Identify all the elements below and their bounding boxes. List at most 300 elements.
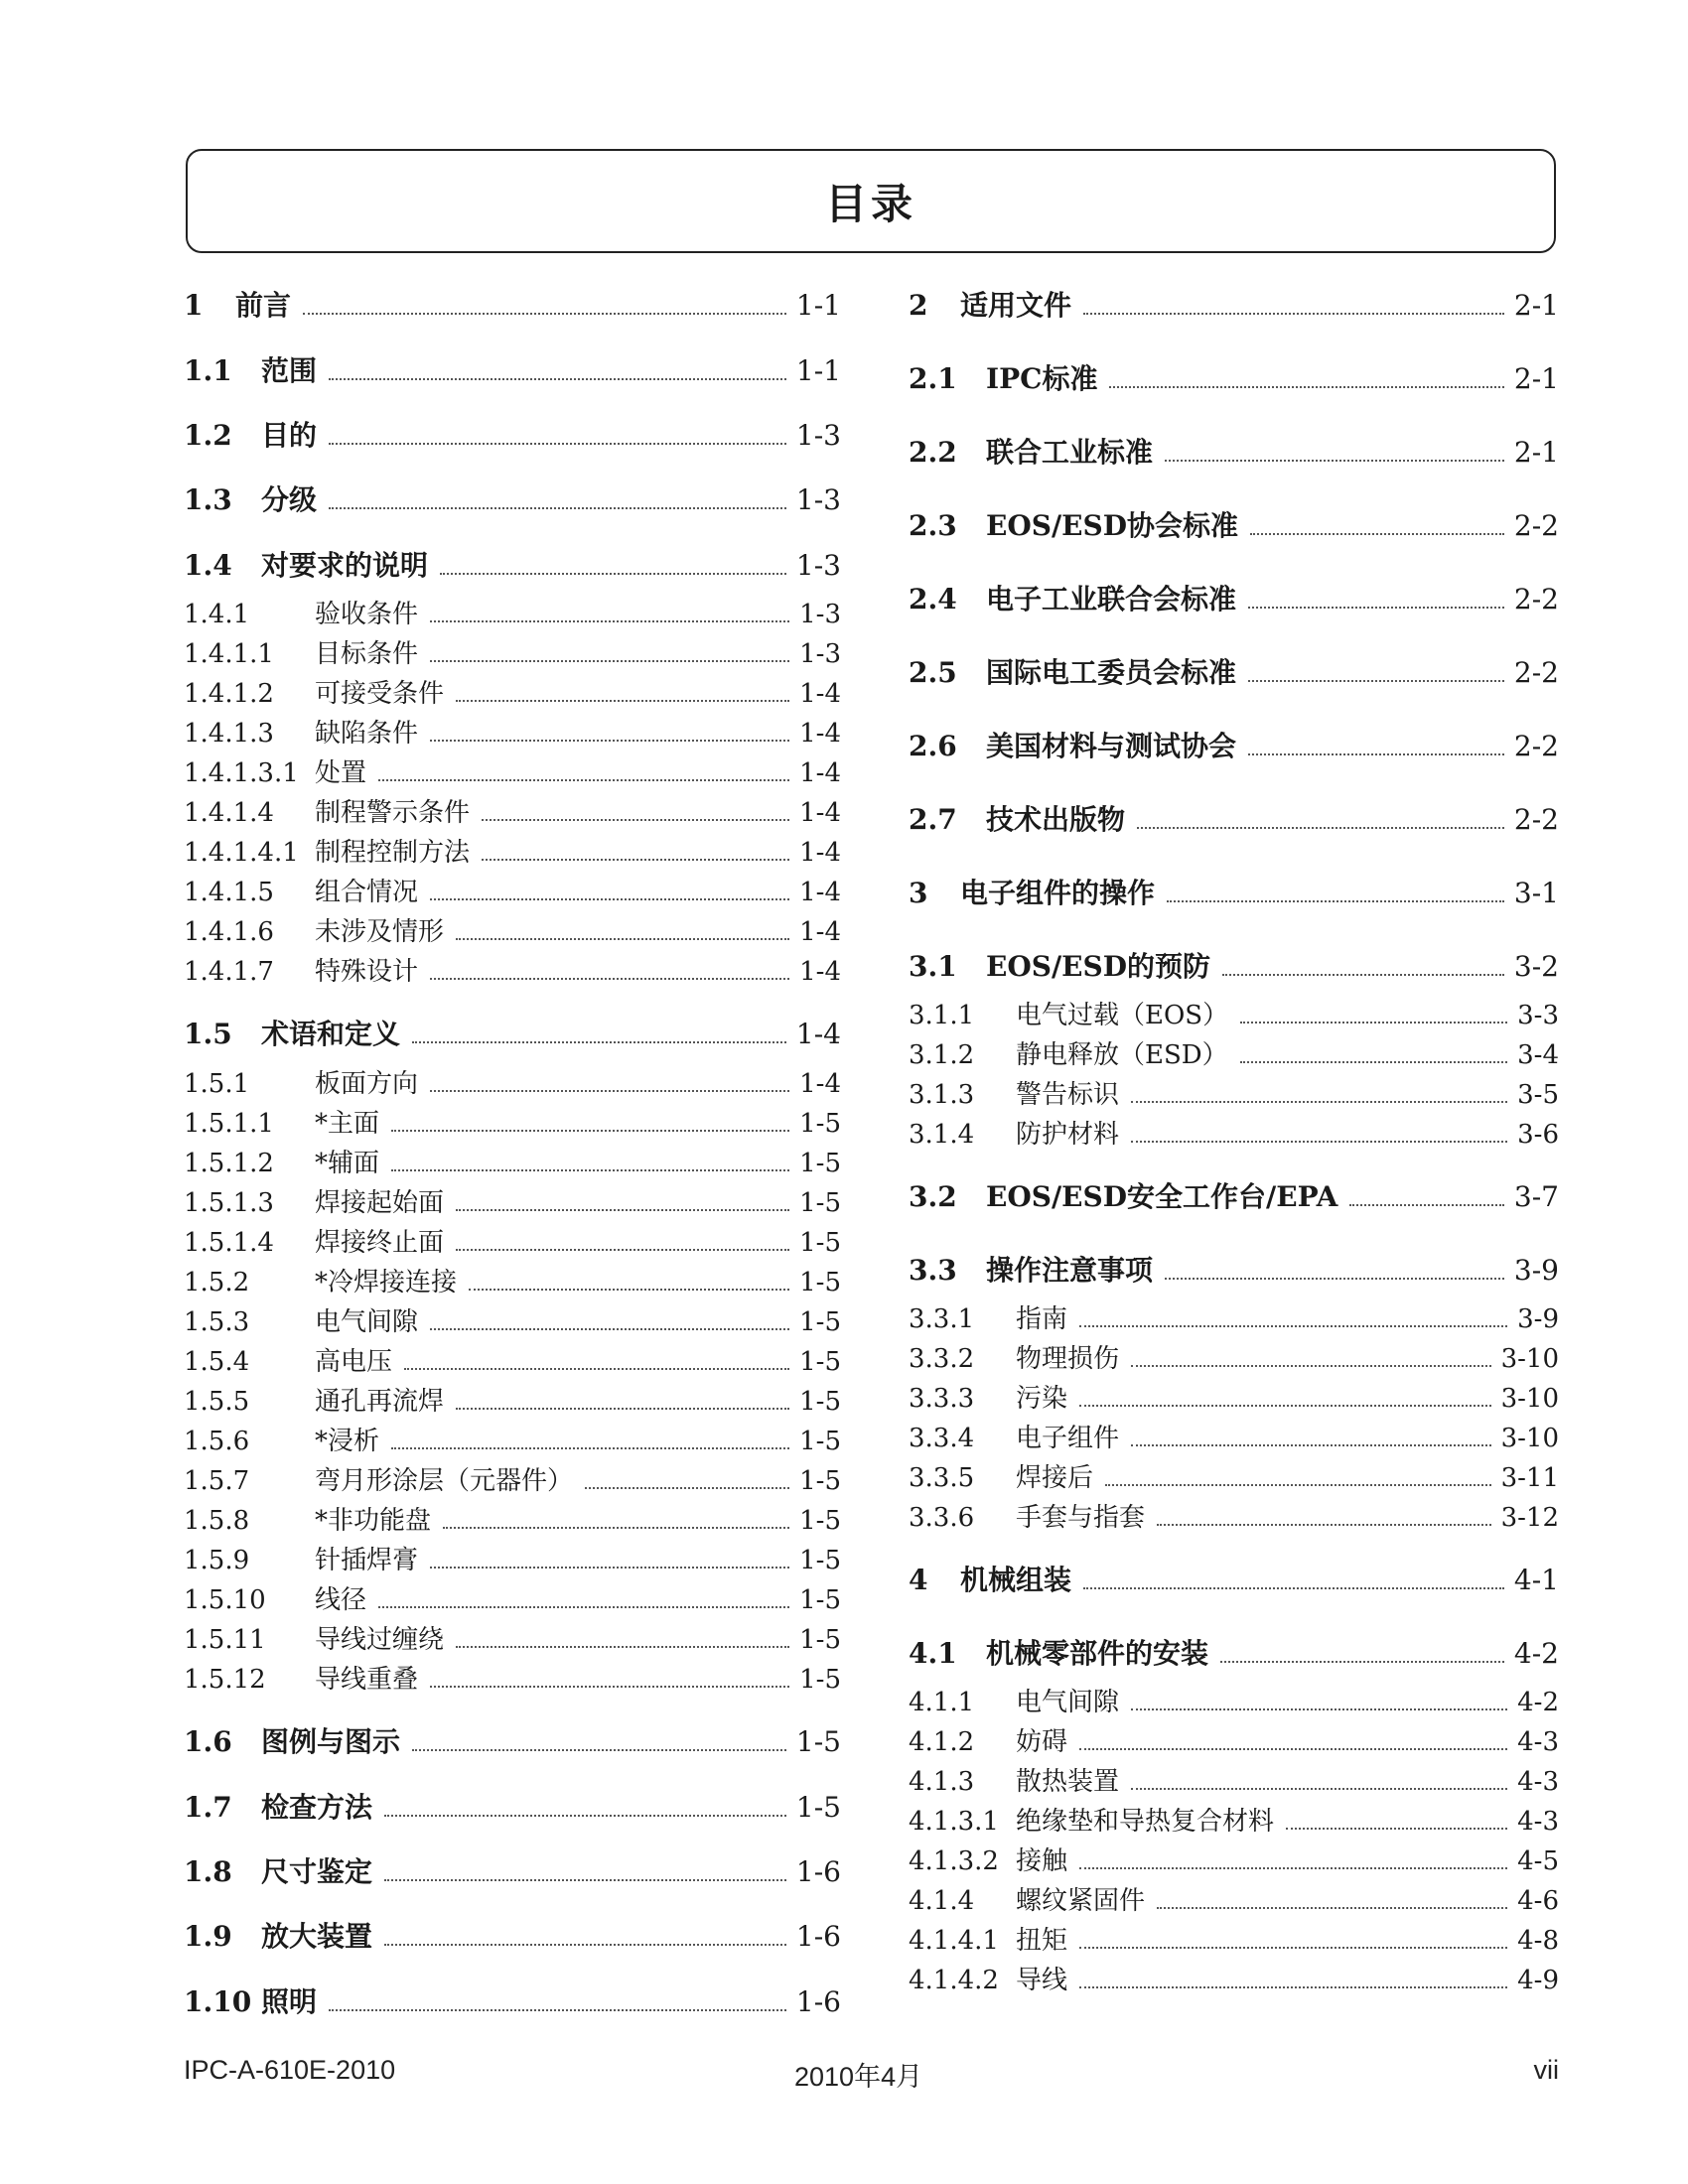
toc-entry[interactable] (184, 1720, 841, 1760)
dot-leader (440, 573, 786, 575)
dot-leader (1131, 1708, 1507, 1710)
dot-leader (1222, 974, 1504, 976)
toc-entry-label: 绝缘垫和导热复合材料 (1016, 1807, 1275, 1837)
toc-entry-number: 3.1.4 (909, 1120, 975, 1150)
toc-entry-label: 妨碍 (1016, 1727, 1068, 1757)
toc-entry[interactable] (909, 872, 1559, 911)
toc-entry-label: 图例与图示 (261, 1725, 401, 1758)
toc-entry[interactable] (909, 1761, 1559, 1798)
toc-entry-number: 1.6 (184, 1725, 232, 1758)
toc-entry-number: 1.5.6 (184, 1427, 250, 1456)
toc-entry[interactable] (184, 911, 841, 948)
toc-entry-number: 3.3.1 (909, 1304, 975, 1334)
dot-leader (391, 1130, 789, 1132)
toc-entry-label: 电子组件的操作 (960, 877, 1156, 909)
dot-leader (1079, 1748, 1507, 1750)
toc-entry[interactable] (909, 1721, 1559, 1758)
toc-entry-number: 4.1.3.2 (909, 1846, 999, 1876)
toc-entry-label: 范围 (261, 354, 318, 387)
toc-entry-page: 3-6 (1517, 1120, 1559, 1150)
toc-entry[interactable] (909, 431, 1559, 471)
toc-entry-page: 4-3 (1517, 1727, 1559, 1757)
toc-entry-number: 1.5.7 (184, 1466, 250, 1496)
toc-entry-page: 3-10 (1500, 1344, 1559, 1374)
toc-entry-label: 扭矩 (1016, 1926, 1068, 1956)
toc-entry-page: 1-5 (799, 1307, 841, 1337)
toc-entry-number: 1.4.1 (184, 600, 250, 629)
dot-leader (378, 1606, 789, 1608)
toc-entry-label: 机械组装 (960, 1564, 1072, 1596)
dot-leader (1109, 386, 1503, 388)
toc-entry[interactable] (184, 1579, 841, 1616)
toc-entry-page: 1-4 (799, 838, 841, 868)
toc-entry-label: 导线 (1016, 1966, 1068, 1995)
toc-entry-number: 2.1 (909, 362, 957, 395)
toc-entry[interactable] (909, 945, 1559, 985)
toc-entry-label: 通孔再流焊 (315, 1387, 445, 1417)
toc-entry-label: 手套与指套 (1016, 1503, 1146, 1533)
toc-entry-label: 电气过载（EOS） (1016, 1001, 1229, 1030)
toc-entry-page: 1-5 (799, 1466, 841, 1496)
toc-entry-number: 3.1.2 (909, 1040, 975, 1070)
toc-entry-page: 1-4 (799, 917, 841, 947)
toc-entry[interactable] (184, 832, 841, 869)
toc-entry[interactable] (184, 1786, 841, 1826)
toc-entry[interactable] (909, 798, 1559, 838)
toc-entry-page: 3-11 (1500, 1463, 1559, 1493)
toc-entry[interactable] (184, 414, 841, 454)
toc-entry-number: 1.5.3 (184, 1307, 250, 1337)
toc-entry[interactable] (184, 594, 841, 630)
toc-entry[interactable] (184, 1421, 841, 1457)
dot-leader (1250, 533, 1504, 535)
toc-entry-number: 3.1 (909, 950, 957, 983)
toc-entry[interactable] (184, 1500, 841, 1537)
toc-entry-page: 4-9 (1517, 1966, 1559, 1995)
toc-entry-label: 防护材料 (1016, 1120, 1120, 1150)
footer-page-number: vii (1533, 2055, 1559, 2085)
toc-entry-number: 3 (909, 877, 928, 909)
toc-entry[interactable] (184, 1915, 841, 1955)
toc-entry-number: 3.1.1 (909, 1001, 975, 1030)
dot-leader (378, 779, 789, 781)
dot-leader (1083, 313, 1504, 315)
toc-entry[interactable] (909, 1457, 1559, 1494)
toc-entry-number: 1.8 (184, 1855, 232, 1888)
toc-entry-label: 分级 (261, 483, 318, 516)
toc-entry-label: 弯月形涂层（元器件） (315, 1466, 574, 1496)
toc-entry[interactable] (909, 1074, 1559, 1111)
toc-entry-number: 2.2 (909, 436, 957, 469)
toc-entry-label: 验收条件 (315, 600, 419, 629)
dot-leader (456, 1209, 789, 1211)
toc-entry-page: 1-5 (799, 1188, 841, 1218)
toc-entry-number: 1.5.10 (184, 1585, 266, 1615)
toc-entry-page: 1-1 (795, 289, 841, 322)
toc-entry-page: 4-2 (1517, 1688, 1559, 1717)
toc-entry-number: 1.5.12 (184, 1665, 266, 1695)
dot-leader (430, 898, 789, 900)
toc-entry-label: 操作注意事项 (986, 1254, 1154, 1287)
toc-entry[interactable] (909, 1920, 1559, 1957)
toc-entry-label: 未涉及情形 (315, 917, 445, 947)
toc-entry-page: 3-9 (1513, 1254, 1559, 1287)
dot-leader (1248, 680, 1504, 682)
toc-entry[interactable] (909, 1249, 1559, 1289)
toc-entry-label: 放大装置 (261, 1920, 373, 1953)
toc-entry-label: 导线过缠绕 (315, 1625, 445, 1655)
toc-entry[interactable] (909, 284, 1559, 324)
dot-leader (329, 507, 786, 509)
toc-entry-number: 4.1.4.2 (909, 1966, 999, 1995)
toc-entry[interactable] (184, 633, 841, 670)
toc-entry-label: 机械零部件的安装 (986, 1637, 1209, 1670)
toc-entry[interactable] (184, 1341, 841, 1378)
toc-entry-label: *非功能盘 (315, 1506, 432, 1536)
dot-leader (1079, 1405, 1491, 1407)
toc-entry-number: 2.6 (909, 730, 957, 762)
toc-entry-page: 2-1 (1513, 289, 1559, 322)
dot-leader (329, 2009, 786, 2011)
toc-entry-page: 1-5 (799, 1665, 841, 1695)
toc-entry[interactable] (184, 713, 841, 750)
toc-entry-number: 1.5.1.3 (184, 1188, 274, 1218)
dot-leader (1349, 1204, 1504, 1206)
dot-leader (456, 700, 789, 702)
toc-entry-number: 2 (909, 289, 928, 322)
toc-entry-page: 1-4 (799, 957, 841, 987)
toc-entry-number: 3.3.6 (909, 1503, 975, 1533)
dot-leader (430, 1567, 789, 1569)
dot-leader (1167, 900, 1504, 902)
toc-entry-page: 1-6 (795, 1985, 841, 2018)
toc-entry-number: 4.1.4.1 (909, 1926, 999, 1956)
toc-entry-page: 1-5 (799, 1427, 841, 1456)
toc-entry-number: 4.1 (909, 1637, 957, 1670)
footer-doc-id: IPC-A-610E-2010 (184, 2055, 396, 2085)
toc-entry-number: 1.1 (184, 354, 232, 387)
toc-entry[interactable] (909, 1801, 1559, 1838)
toc-entry-page: 1-4 (799, 719, 841, 749)
toc-entry-label: 目标条件 (315, 639, 419, 669)
toc-entry-label: 制程控制方法 (315, 838, 471, 868)
toc-entry-page: 1-4 (799, 758, 841, 788)
dot-leader (1105, 1484, 1491, 1486)
toc-entry-number: 1.5.8 (184, 1506, 250, 1536)
toc-entry[interactable] (909, 1880, 1559, 1917)
toc-entry-label: 可接受条件 (315, 679, 445, 709)
toc-entry-label: 对要求的说明 (261, 549, 429, 582)
toc-entry-number: 4.1.3.1 (909, 1807, 999, 1837)
toc-entry[interactable] (184, 1381, 841, 1418)
dot-leader (391, 1169, 789, 1171)
toc-entry-number: 1.3 (184, 483, 232, 516)
dot-leader (469, 1289, 789, 1291)
toc-entry-page: 1-4 (799, 878, 841, 907)
toc-entry-label: EOS/ESD协会标准 (986, 509, 1239, 542)
toc-entry-page: 1-3 (799, 600, 841, 629)
toc-entry[interactable] (184, 1262, 841, 1298)
toc-entry-label: 焊接终止面 (315, 1228, 445, 1258)
toc-entry-label: 电气间隙 (1016, 1688, 1120, 1717)
page-title: 目录 (824, 179, 916, 228)
toc-entry-label: 高电压 (315, 1347, 393, 1377)
toc-entry[interactable] (184, 544, 841, 584)
toc-entry-label: EOS/ESD安全工作台/EPA (986, 1180, 1338, 1213)
toc-entry[interactable] (184, 1659, 841, 1696)
toc-entry-label: 指南 (1016, 1304, 1068, 1334)
toc-entry-page: 1-5 (799, 1585, 841, 1615)
toc-entry-number: 1.4.1.2 (184, 679, 274, 709)
toc-entry-number: 1.5.4 (184, 1347, 250, 1377)
toc-entry-label: 物理损伤 (1016, 1344, 1120, 1374)
toc-entry-label: 针插焊膏 (315, 1546, 419, 1575)
toc-entry[interactable] (184, 1013, 841, 1052)
toc-entry[interactable] (909, 725, 1559, 764)
toc-entry-page: 3-10 (1500, 1384, 1559, 1414)
dot-leader (1131, 1788, 1507, 1790)
toc-entry[interactable] (909, 1559, 1559, 1598)
toc-entry-label: 特殊设计 (315, 957, 419, 987)
toc-entry[interactable] (909, 651, 1559, 691)
toc-entry-page: 1-5 (799, 1268, 841, 1297)
toc-entry-label: *冷焊接连接 (315, 1268, 458, 1297)
toc-entry[interactable] (909, 504, 1559, 544)
toc-entry-page: 4-3 (1517, 1767, 1559, 1797)
toc-entry[interactable] (184, 1540, 841, 1576)
toc-entry[interactable] (909, 357, 1559, 397)
toc-entry-page: 1-5 (799, 1109, 841, 1139)
toc-entry[interactable] (909, 1841, 1559, 1877)
toc-entry-label: 目的 (261, 419, 318, 452)
toc-entry[interactable] (184, 1103, 841, 1140)
toc-entry-page: 1-5 (795, 1725, 841, 1758)
dot-leader (1157, 1907, 1507, 1909)
dot-leader (1079, 1867, 1507, 1869)
toc-entry-label: 缺陷条件 (315, 719, 419, 749)
dot-leader (585, 1487, 789, 1489)
toc-entry[interactable] (184, 1619, 841, 1656)
toc-entry[interactable] (909, 1378, 1559, 1415)
dot-leader (482, 819, 789, 821)
dot-leader (1131, 1444, 1491, 1446)
toc-entry-number: 3.3.3 (909, 1384, 975, 1414)
dot-leader (1286, 1828, 1507, 1830)
dot-leader (1079, 1325, 1507, 1327)
toc-entry-number: 1.5.1.4 (184, 1228, 274, 1258)
toc-entry-number: 1.5.2 (184, 1268, 250, 1297)
dot-leader (456, 938, 789, 940)
toc-entry-label: 检查方法 (261, 1791, 373, 1824)
toc-entry[interactable] (184, 478, 841, 518)
toc-entry[interactable] (184, 951, 841, 988)
toc-entry-page: 1-3 (795, 419, 841, 452)
toc-entry-page: 2-2 (1513, 509, 1559, 542)
dot-leader (391, 1447, 789, 1449)
toc-entry-label: 联合工业标准 (986, 436, 1154, 469)
toc-entry[interactable] (184, 792, 841, 829)
toc-entry[interactable] (909, 995, 1559, 1031)
toc-entry-label: 制程警示条件 (315, 798, 471, 828)
toc-entry-label: 焊接后 (1016, 1463, 1094, 1493)
toc-entry-number: 3.3.5 (909, 1463, 975, 1493)
toc-entry-page: 3-12 (1500, 1503, 1559, 1533)
toc-entry[interactable] (184, 1222, 841, 1259)
toc-entry[interactable] (909, 1418, 1559, 1454)
toc-entry[interactable] (184, 1850, 841, 1890)
dot-leader (1079, 1947, 1507, 1949)
toc-entry-label: 电子组件 (1016, 1424, 1120, 1453)
toc-entry-number: 2.7 (909, 803, 957, 836)
toc-entry-page: 3-9 (1517, 1304, 1559, 1334)
toc-entry[interactable] (909, 1298, 1559, 1335)
toc-entry-label: 静电释放（ESD） (1016, 1040, 1228, 1070)
dot-leader (1157, 1524, 1491, 1526)
dot-leader (329, 378, 786, 380)
toc-entry[interactable] (909, 1114, 1559, 1151)
toc-entry-page: 4-6 (1517, 1886, 1559, 1916)
toc-entry[interactable] (184, 1143, 841, 1179)
toc-entry-number: 2.4 (909, 583, 957, 615)
toc-entry-page: 2-1 (1513, 362, 1559, 395)
toc-entry-page: 2-2 (1513, 730, 1559, 762)
toc-entry-number: 1.5.9 (184, 1546, 250, 1575)
toc-entry-number: 3.3.2 (909, 1344, 975, 1374)
toc-entry-label: 线径 (315, 1585, 367, 1615)
toc-entry-page: 1-1 (795, 354, 841, 387)
dot-leader (456, 1249, 789, 1251)
dot-leader (430, 1686, 789, 1688)
toc-entry[interactable] (184, 872, 841, 908)
dot-leader (384, 1815, 786, 1817)
toc-entry-label: 处置 (315, 758, 367, 788)
toc-entry-page: 1-5 (799, 1506, 841, 1536)
dot-leader (1137, 827, 1504, 829)
dot-leader (430, 620, 789, 622)
toc-entry-page: 4-3 (1517, 1807, 1559, 1837)
toc-entry-number: 1.4.1.1 (184, 639, 274, 669)
toc-entry[interactable] (184, 673, 841, 710)
toc-entry-number: 1.4.1.4.1 (184, 838, 299, 868)
toc-entry-number: 1 (184, 289, 204, 322)
toc-entry[interactable] (184, 1460, 841, 1497)
toc-entry-page: 2-2 (1513, 656, 1559, 689)
toc-entry[interactable] (184, 284, 841, 324)
dot-leader (404, 1368, 789, 1370)
dot-leader (1131, 1101, 1507, 1103)
toc-entry-label: 散热装置 (1016, 1767, 1120, 1797)
toc-entry-label: 术语和定义 (261, 1018, 401, 1050)
toc-entry-page: 1-4 (799, 1069, 841, 1099)
toc-entry-label: 前言 (235, 289, 292, 322)
dot-leader (1165, 1278, 1504, 1280)
toc-entry[interactable] (909, 1632, 1559, 1672)
toc-entry-label: 美国材料与测试协会 (986, 730, 1237, 762)
toc-entry-label: IPC标准 (986, 362, 1098, 395)
toc-entry[interactable] (909, 1034, 1559, 1071)
toc-entry-label: *浸析 (315, 1427, 380, 1456)
toc-entry-page: 1-3 (795, 549, 841, 582)
toc-entry-page: 1-6 (795, 1920, 841, 1953)
toc-entry-number: 4.1.2 (909, 1727, 975, 1757)
toc-entry[interactable] (909, 1497, 1559, 1534)
toc-entry-page: 1-5 (799, 1546, 841, 1575)
toc-entry-page: 2-1 (1513, 436, 1559, 469)
dot-leader (384, 1879, 786, 1881)
toc-entry-page: 1-4 (795, 1018, 841, 1050)
toc-entry-number: 2.3 (909, 509, 957, 542)
toc-entry-number: 1.7 (184, 1791, 232, 1824)
toc-entry-label: *辅面 (315, 1149, 380, 1178)
toc-entry[interactable] (184, 1182, 841, 1219)
dot-leader (430, 740, 789, 742)
dot-leader (1083, 1587, 1504, 1589)
toc-entry[interactable] (184, 1980, 841, 2020)
toc-entry[interactable] (909, 1338, 1559, 1375)
toc-title-box (186, 149, 1556, 253)
toc-entry[interactable] (909, 1175, 1559, 1215)
toc-entry-number: 4.1.1 (909, 1688, 975, 1717)
toc-entry-number: 3.1.3 (909, 1080, 975, 1110)
toc-entry-page: 4-1 (1513, 1564, 1559, 1596)
dot-leader (384, 1944, 786, 1946)
toc-entry-page: 1-5 (799, 1228, 841, 1258)
toc-entry-label: 焊接起始面 (315, 1188, 445, 1218)
toc-entry-number: 1.5.5 (184, 1387, 250, 1417)
toc-entry-page: 1-4 (799, 798, 841, 828)
toc-entry[interactable] (184, 349, 841, 389)
toc-entry-number: 3.3 (909, 1254, 957, 1287)
toc-entry[interactable] (184, 1063, 841, 1100)
toc-entry-page: 1-5 (795, 1791, 841, 1824)
toc-entry-number: 1.4.1.4 (184, 798, 274, 828)
toc-entry[interactable] (909, 1682, 1559, 1718)
dot-leader (456, 1646, 789, 1648)
toc-entry[interactable] (184, 1301, 841, 1338)
toc-entry-number: 3.2 (909, 1180, 957, 1213)
toc-entry-page: 1-3 (795, 483, 841, 516)
toc-entry[interactable] (909, 578, 1559, 617)
toc-entry-label: 导线重叠 (315, 1665, 419, 1695)
toc-entry-number: 3.3.4 (909, 1424, 975, 1453)
toc-entry-number: 1.5.1.2 (184, 1149, 274, 1178)
toc-entry-page: 3-1 (1513, 877, 1559, 909)
dot-leader (430, 1328, 789, 1330)
dot-leader (482, 859, 789, 861)
toc-entry-page: 3-4 (1517, 1040, 1559, 1070)
toc-entry-number: 1.2 (184, 419, 232, 452)
toc-entry-page: 3-10 (1500, 1424, 1559, 1453)
toc-entry[interactable] (909, 1960, 1559, 1996)
toc-entry[interactable] (184, 752, 841, 789)
dot-leader (412, 1041, 786, 1043)
dot-leader (430, 1090, 789, 1092)
dot-leader (1131, 1141, 1507, 1143)
dot-leader (443, 1527, 789, 1529)
toc-entry-number: 1.5.11 (184, 1625, 266, 1655)
toc-entry-page: 4-8 (1517, 1926, 1559, 1956)
toc-entry-page: 4-5 (1517, 1846, 1559, 1876)
toc-entry-label: 污染 (1016, 1384, 1068, 1414)
dot-leader (1131, 1365, 1491, 1367)
dot-leader (1248, 607, 1504, 609)
toc-entry-label: 组合情况 (315, 878, 419, 907)
toc-entry-page: 1-5 (799, 1625, 841, 1655)
toc-entry-page: 1-5 (799, 1149, 841, 1178)
dot-leader (1248, 753, 1504, 755)
toc-entry-label: 螺纹紧固件 (1016, 1886, 1146, 1916)
toc-entry-label: 技术出版物 (986, 803, 1126, 836)
